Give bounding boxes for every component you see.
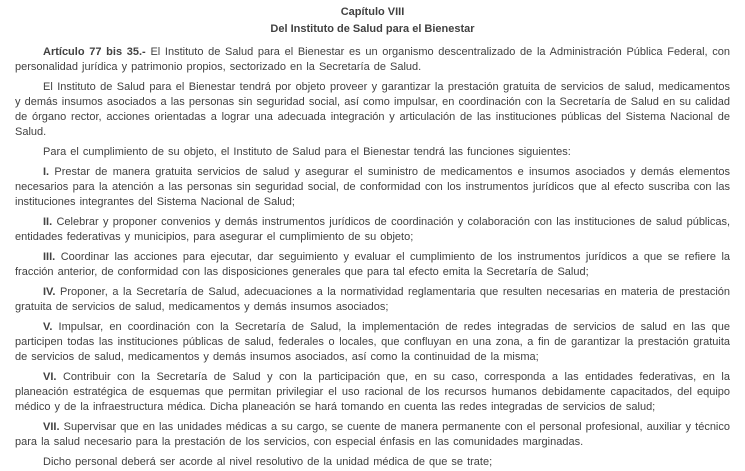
paragraph-lead: II. xyxy=(43,216,53,228)
chapter-subtitle: Del Instituto de Salud para el Bienestar xyxy=(270,23,475,35)
paragraph-lead: I. xyxy=(43,166,50,178)
paragraph-objeto xyxy=(15,80,730,140)
paragraph-fraccion-iv xyxy=(15,285,730,315)
paragraph-text: Dicho personal deberá ser acorde al nivel resolutivo de la unidad médica de que se trate; xyxy=(43,456,493,468)
chapter-title: Capítulo VIII xyxy=(340,6,405,18)
paragraph-text: Coordinar las acciones para ejecutar, dar seguimiento y evaluar el cumplimiento de los instrumentos jurídicos a que se refiere la fracción anterior, de conformidad con las disposiciones generales que para tal efecto emita la Secretaría de Salud; xyxy=(15,251,731,278)
paragraph-text: Para el cumplimiento de su objeto, el Instituto de Salud para el Bienestar tendrá las funciones siguientes: xyxy=(43,146,571,158)
paragraph-lead: VII. xyxy=(43,421,60,433)
paragraph-articulo-77-bis-35 xyxy=(15,45,730,75)
paragraph-fraccion-ii xyxy=(15,215,730,245)
paragraph-text: El Instituto de Salud para el Bienestar es un organismo descentralizado de la Administración Pública Federal, con personalidad jurídica y patrimonio propios, sectorizado en la Secretaría de Salud. xyxy=(15,46,731,73)
paragraph-text: Impulsar, en coordinación con la Secretaría de Salud, la implementación de redes integradas de servicios de salud en las que participen todas las instituciones públicas de salud, federales o locales, que confluyan en una zona, a fin de garantizar la prestación gratuita de servicios de salud, medicamentos y demás insumos asociados, así como la continuidad de la misma; xyxy=(15,321,730,363)
paragraph-lead: IV. xyxy=(43,286,56,298)
paragraph-fraccion-vii xyxy=(15,420,730,450)
paragraph-funciones-intro xyxy=(15,145,730,160)
paragraph-fraccion-i xyxy=(15,165,730,210)
paragraph-dicho-personal xyxy=(15,455,730,470)
paragraph-text: Proponer, a la Secretaría de Salud, adecuaciones a la normatividad reglamentaria que resulten necesarias en materia de prestación gratuita de servicios de salud, medicamentos y demás insumos asociados; xyxy=(15,286,730,313)
paragraph-lead: III. xyxy=(43,251,56,263)
paragraph-text: Celebrar y proponer convenios y demás instrumentos jurídicos de coordinación y colaboración con las instituciones de salud públicas, entidades federativas y municipios, para asegurar el cumplimiento de su objeto; xyxy=(15,216,730,243)
paragraph-fraccion-vi xyxy=(15,370,730,415)
paragraph-lead: Artículo 77 bis 35.- xyxy=(43,46,146,58)
paragraph-text: Supervisar que en las unidades médicas a su cargo, se cuente de manera permanente con el personal profesional, auxiliar y técnico para la salud necesario para la prestación de los servicios, con especial énfasis en las comunidades marginadas. xyxy=(15,421,730,448)
paragraph-fraccion-v xyxy=(15,320,730,365)
paragraph-fraccion-iii xyxy=(15,250,730,280)
paragraph-text: El Instituto de Salud para el Bienestar tendrá por objeto proveer y garantizar la prestación gratuita de servicios de salud, medicamentos y demás insumos asociados a las personas sin seguridad social, así como impulsar, en coordinación con la Secretaría de Salud en su calidad de órgano rector, acciones orientadas a lograr una adecuada integración y articulación de las instituciones públicas del Sistema Nacional de Salud. xyxy=(15,81,730,138)
paragraph-lead: V. xyxy=(43,321,53,333)
paragraph-text: Prestar de manera gratuita servicios de salud y asegurar el suministro de medicamentos e insumos asociados y demás elementos necesarios para la atención a las personas sin seguridad social, de conformidad con los instrumentos jurídicos que al efecto suscriba con las instituciones integrantes del Sistema Nacional de Salud; xyxy=(15,166,730,208)
paragraph-lead: VI. xyxy=(43,371,57,383)
paragraph-text: Contribuir con la Secretaría de Salud y con la participación que, en su caso, corresponda a las entidades federativas, en la planeación estratégica de esquemas que permitan privilegiar el uso racional de los recursos humanos debidamente capacitados, del equipo médico y de la infraestructura médica. Dicha planeación se hará tomando en cuenta las redes integradas de servicios de salud; xyxy=(15,371,730,413)
